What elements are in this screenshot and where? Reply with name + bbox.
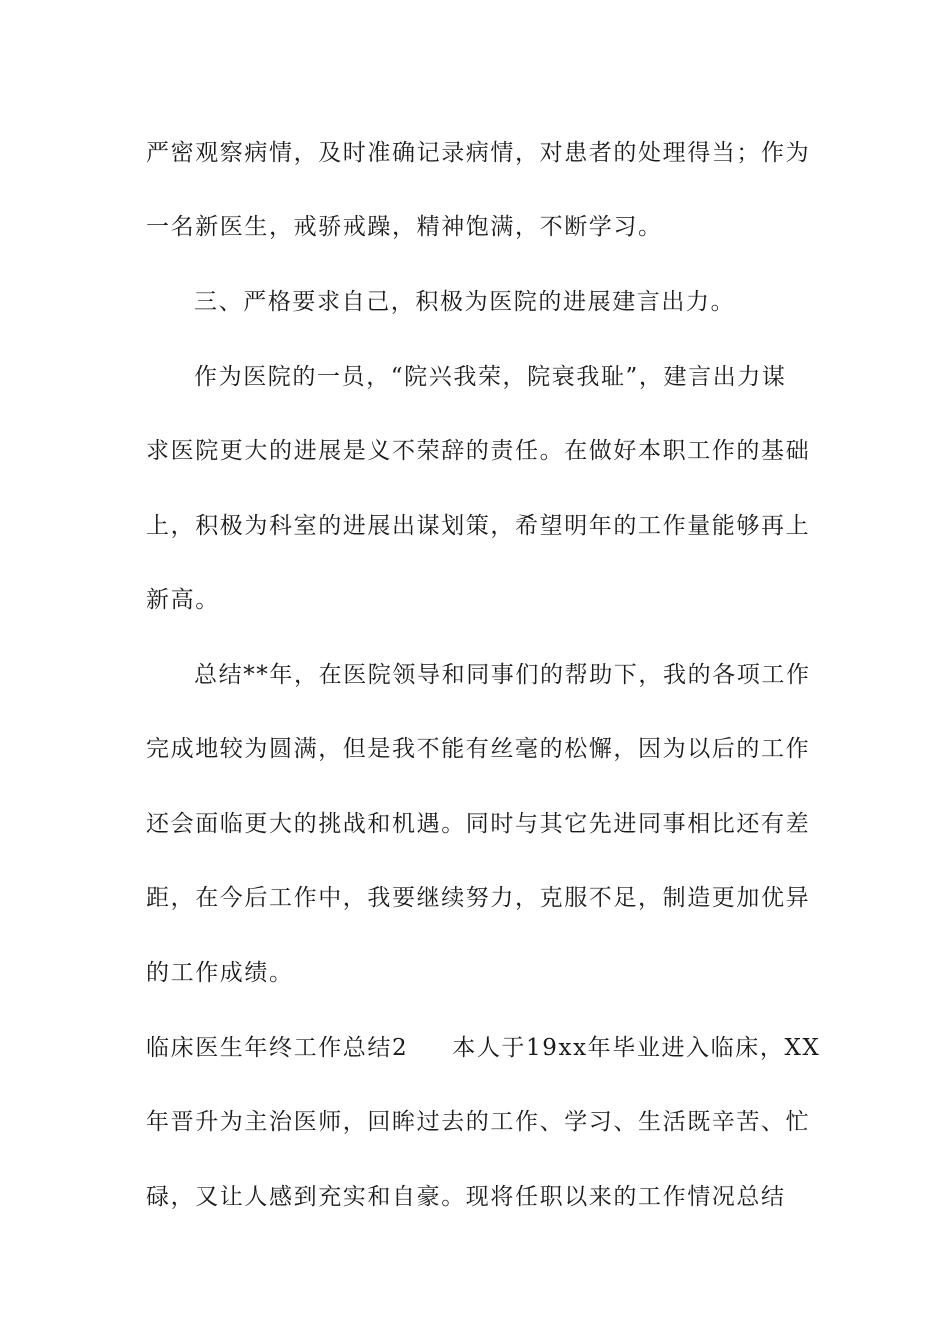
paragraph-start: 作为医院的一员，“院兴我荣，院衰我耻”，建言出力谋 — [194, 364, 787, 390]
paragraph-start: 总结**年，在医院领导和同事们的帮助下，我的各项工作 — [194, 662, 811, 688]
body-line: 碌，又让人感到充实和自豪。现将任职以来的工作情况总结 — [146, 1184, 786, 1210]
body-line: 距，在今后工作中，我要继续努力，克服不足，制造更加优异 — [146, 885, 811, 911]
body-line: 一名新医生，戒骄戒躁，精神饱满，不断学习。 — [146, 214, 663, 240]
body-text: 本人于19xx年毕业进入临床，XX — [452, 1035, 821, 1061]
body-line: 上，积极为科室的进展出谋划策，希望明年的工作量能够再上 — [146, 513, 811, 539]
title-line — [146, 1033, 821, 1063]
body-line: 年晋升为主治医师，回眸过去的工作、学习、生活既辛苦、忙 — [146, 1109, 811, 1135]
body-line: 完成地较为圆满，但是我不能有丝毫的松懈，因为以后的工作 — [146, 736, 811, 762]
body-line: 求医院更大的进展是义不荣辞的责任。在做好本职工作的基础 — [146, 438, 811, 464]
document-title: 临床医生年终工作总结2 — [146, 1035, 409, 1061]
body-line: 严密观察病情，及时准确记录病情，对患者的处理得当；作为 — [146, 140, 811, 166]
body-line: 还会面临更大的挑战和机遇。同时与其它先进同事相比还有差 — [146, 811, 811, 837]
body-line: 的工作成绩。 — [146, 960, 294, 986]
body-line: 新高。 — [146, 587, 220, 613]
section-heading: 三、严格要求自己，积极为医院的进展建言出力。 — [194, 289, 736, 315]
